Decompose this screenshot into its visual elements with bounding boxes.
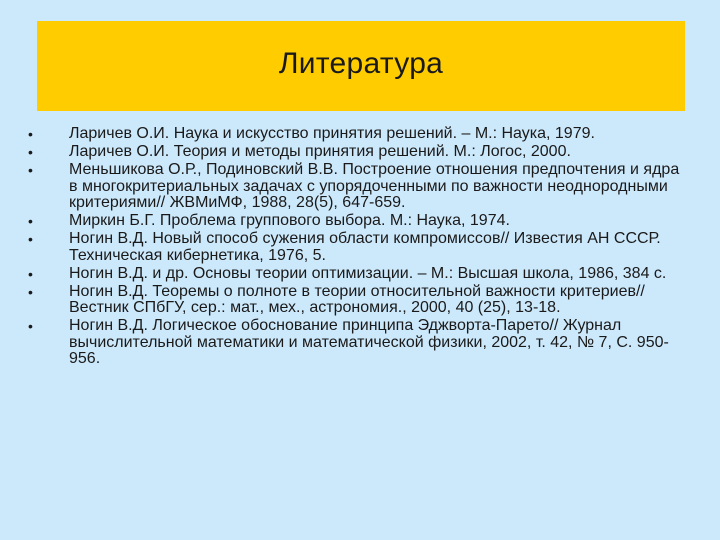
reference-item [28,318,688,368]
reference-item [28,266,688,283]
bullet-icon: • [28,143,33,160]
bullet-icon: • [28,265,33,282]
reference-text: Ларичев О.И. Теория и методы принятия решений. М.: Логос, 2000. [69,142,571,160]
bullet-icon: • [28,231,33,248]
reference-item [28,231,688,264]
reference-item [28,162,688,212]
reference-text: Миркин Б.Г. Проблема группового выбора. М.: Наука, 1974. [69,212,510,230]
reference-text: Ногин В.Д. Новый способ сужения области компромиссов// Известия АН СССР. Техническая кибернетика, 1976, 5. [69,230,661,264]
reference-item [28,284,688,317]
reference-text: Меньшикова О.Р., Подиновский В.В. Построение отношения предпочтения и ядра в многокритериальных задачах с упорядоченными по важности неоднородными критериями// ЖВМиМФ, 1988, 28(5), 647-659. [69,160,680,212]
reference-text: Ногин В.Д. Теоремы о полноте в теории относительной важности критериев// Вестник СПбГУ, сер.: мат., мех., астрономия., 2000, 40 (25), 13-18. [69,282,645,317]
reference-list [28,126,688,369]
reference-item [28,126,688,143]
reference-text: Ларичев О.И. Наука и искусство принятия решений. – М.: Наука, 1979. [69,125,595,142]
slide-title: Литература [278,47,444,80]
bullet-icon: • [28,318,33,335]
bullet-icon: • [28,283,33,300]
title-bar [37,21,685,111]
reference-item [28,144,688,161]
reference-text: Ногин В.Д. и др. Основы теории оптимизации. – М.: Высшая школа, 1986, 384 с. [69,264,667,282]
reference-item [28,213,688,230]
reference-text: Ногин В.Д. Логическое обоснование принципа Эджворта-Парето// Журнал вычислительной математики и математической физики, 2002, т. 42, № 7, С. 950-956. [69,317,669,368]
bullet-icon: • [28,126,33,142]
bullet-icon: • [28,161,33,178]
bullet-icon: • [28,213,33,230]
